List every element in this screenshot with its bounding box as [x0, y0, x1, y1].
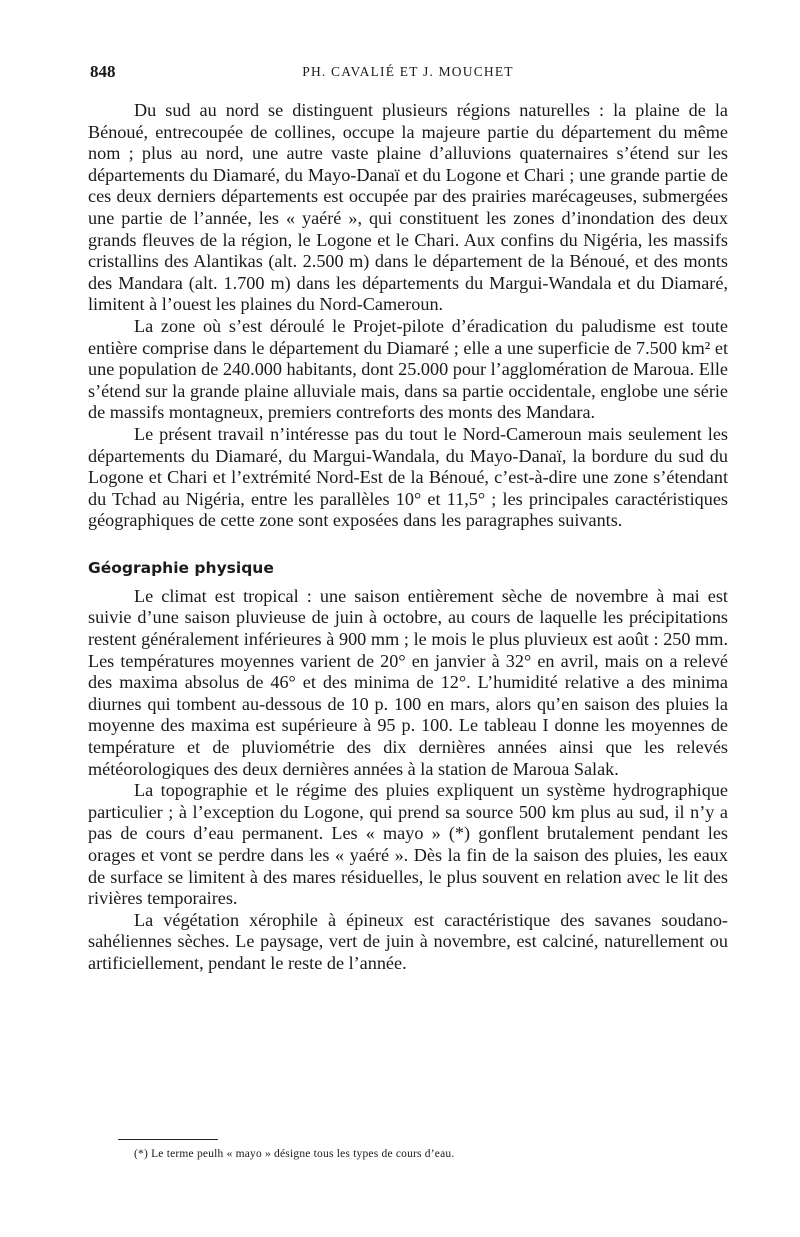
footnote-divider [118, 1139, 218, 1140]
document-page [88, 0, 728, 1237]
paragraph-hydrography: La topographie et le régime des pluies expliquent un système hydrographique particulier ; à l’exception du Logone, qui prend sa source 500 km plus au sud, il n’y a pas de cours d’eau permanent. Les « mayo » (*) gonflent brutalement pendant les orages et vont se perdre dans les « yaéré ». Dès la fin de la saison des pluies, les eaux de surface se limitent à des mares résiduelles, le plus souvent en relation avec le lit des rivières temporaires. [88, 780, 728, 909]
paragraph-climate: Le climat est tropical : une saison entièrement sèche de novembre à mai est suivie d’une saison pluvieuse de juin à octobre, au cours de laquelle les précipitations restent généralement inférieures à 900 mm ; le mois le plus pluvieux est août : 250 mm. Les températures moyennes varient de 20° en janvier à 32° en avril, mais on a relevé des maxima absolus de 46° et des minima de 12°. L’humidité relative a des minima diurnes qui tombent au-dessous de 10 p. 100 en mars, alors qu’en saison des pluies la moyenne des maxima est supérieure à 95 p. 100. Le tableau I donne les moyennes de température et de pluviométrie des dix dernières années ainsi que les relevés météorologiques des deux dernières années à la station de Maroua Salak. [88, 585, 728, 779]
footnote: (*) Le terme peulh « mayo » désigne tous les types de cours d’eau. [134, 1148, 455, 1160]
running-head [88, 62, 728, 86]
page-number: 848 [90, 62, 116, 81]
paragraph-project-zone: La zone où s’est déroulé le Projet-pilote d’éradication du paludisme est toute entière comprise dans le département du Diamaré ; elle a une superficie de 7.500 km² et une population de 240.000 habitants, dont 25.000 pour l’agglomération de Maroua. Elle s’étend sur la grande plaine alluviale mais, dans sa partie occidentale, englobe une série de massifs montagneux, premiers contreforts des monts des Mandara. [88, 315, 728, 423]
paragraph-regions: Du sud au nord se distinguent plusieurs régions naturelles : la plaine de la Bénoué, entrecoupée de collines, occupe la majeure partie du département du même nom ; plus au nord, une autre vaste plaine d’alluvions quaternaires s’étend sur les départements du Diamaré, du Mayo-Danaï et du Logone et Chari ; une grande partie de ces deux derniers départements est occupée par des prairies marécageuses, submergées une partie de l’année, les « yaéré », qui constituent les zones d’inondation des deux grands fleuves de la région, le Logone et le Chari. Aux confins du Nigéria, les massifs cristallins des Alantikas (alt. 2.500 m) dans le département de la Bénoué, et des monts des Mandara (alt. 1.700 m) dans les départements du Margui-Wandala et du Diamaré, limitent à l’ouest les plaines du Nord-Cameroun. [88, 100, 728, 315]
body-text [88, 100, 728, 975]
paragraph-vegetation: La végétation xérophile à épineux est caractéristique des savanes soudano-sahéliennes sèches. Le paysage, vert de juin à novembre, est calciné, naturellement ou artificiellement, pendant le reste de l’année. [88, 909, 728, 973]
running-title: PH. CAVALIÉ ET J. MOUCHET [302, 64, 514, 79]
section-heading: Géographie physique [88, 558, 274, 577]
paragraph-study-scope: Le présent travail n’intéresse pas du tout le Nord-Cameroun mais seulement les départements du Diamaré, du Margui-Wandala, du Mayo-Danaï, la bordure du sud du Logone et Chari et l’extrémité Nord-Est de la Bénoué, c’est-à-dire une zone s’étendant du Tchad au Nigéria, entre les parallèles 10° et 11,5° ; les principales caractéristiques géographiques de cette zone sont exposées dans les paragraphes suivants. [88, 423, 728, 531]
